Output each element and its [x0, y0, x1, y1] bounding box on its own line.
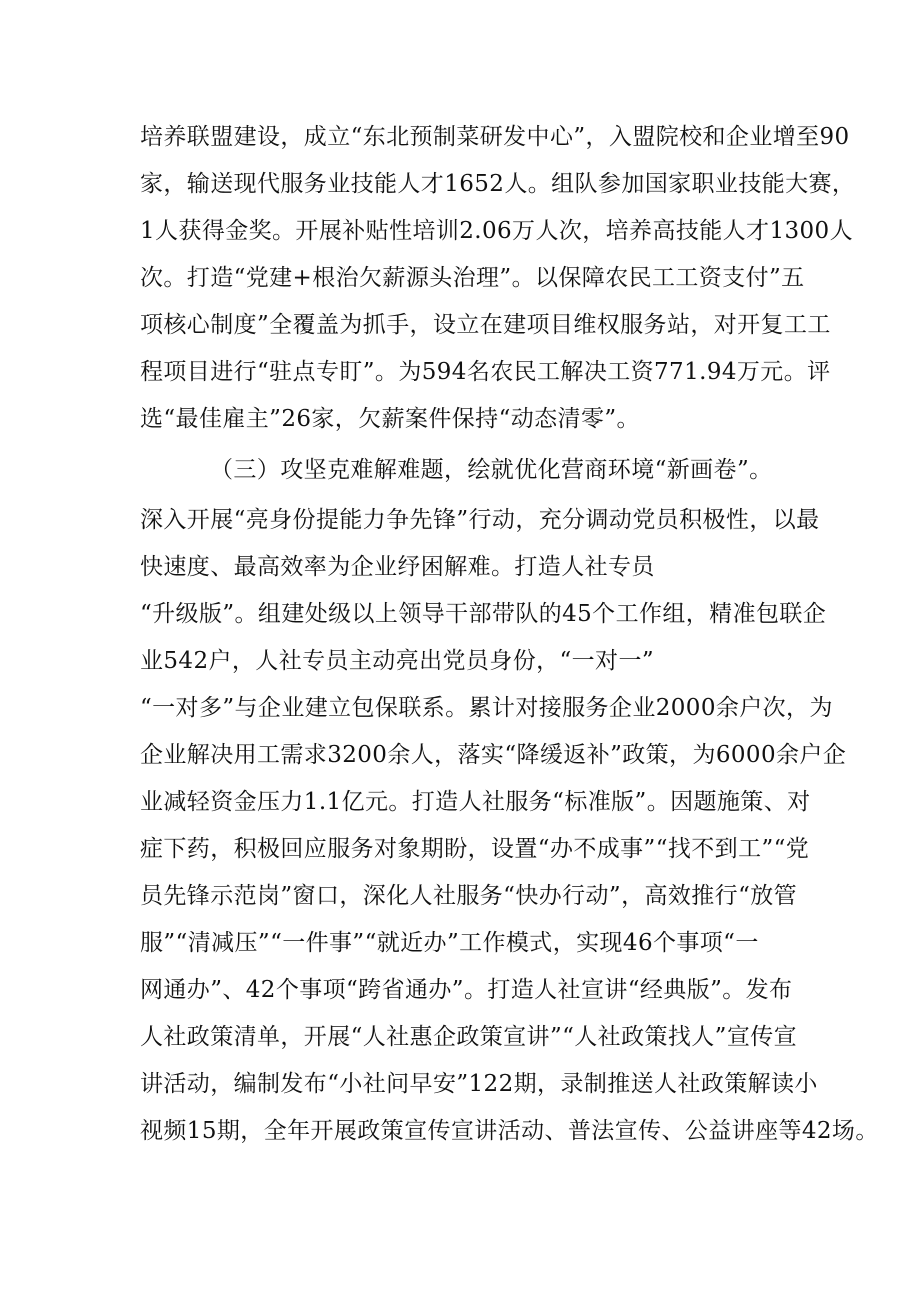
paragraph-line: 业542户，人社专员主动亮出党员身份，“一对一”	[140, 648, 655, 674]
paragraph-line: 员先锋示范岗”窗口，深化人社服务“快办行动”，高效推行“放管	[140, 883, 798, 909]
paragraph-line: “升级版”。组建处级以上领导干部带队的45个工作组，精准包联企	[140, 601, 827, 627]
paragraph-line: 企业解决用工需求3200余人，落实“降缓返补”政策，为6000余户企	[140, 742, 847, 768]
paragraph-line: 服”“清减压”“一件事”“就近办”工作模式，实现46个事项“一	[140, 930, 759, 956]
paragraph-line: 1人获得金奖。开展补贴性培训2.06万人次，培养高技能人才1300人	[140, 218, 853, 244]
paragraph-line: 培养联盟建设，成立“东北预制菜研发中心”，入盟院校和企业增至90	[140, 124, 850, 150]
paragraph-line: “一对多”与企业建立包保联系。累计对接服务企业2000余户次，为	[140, 695, 833, 721]
paragraph-line: 选“最佳雇主”26家，欠薪案件保持“动态清零”。	[140, 406, 640, 432]
paragraph-line: 人社政策清单，开展“人社惠企政策宣讲”“人社政策找人”宣传宣	[140, 1024, 798, 1050]
paragraph-line: 深入开展“亮身份提能力争先锋”行动，充分调动党员积极性，以最	[140, 507, 820, 533]
paragraph-line: 项核心制度”全覆盖为抓手，设立在建项目维权服务站，对开复工工	[140, 312, 831, 338]
paragraph-line: 次。打造“党建+根治欠薪源头治理”。以保障农民工工资支付”五	[140, 265, 805, 291]
paragraph-line: 快速度、最高效率为企业纾困解难。打造人社专员	[140, 554, 655, 580]
paragraph-line: 讲活动，编制发布“小社问早安”122期，录制推送人社政策解读小	[140, 1071, 818, 1097]
paragraph-line: 业减轻资金压力1.1亿元。打造人社服务“标准版”。因题施策、对	[140, 789, 811, 815]
section-heading: （三）攻坚克难解难题，绘就优化营商环境“新画卷”。	[210, 457, 773, 483]
paragraph-line: 网通办”、42个事项“跨省通办”。打造人社宣讲“经典版”。发布	[140, 977, 793, 1003]
paragraph-line: 症下药，积极回应服务对象期盼，设置“办不成事”“找不到工”“党	[140, 836, 810, 862]
paragraph-line: 视频15期，全年开展政策宣传宣讲活动、普法宣传、公益讲座等42场。	[140, 1118, 879, 1144]
paragraph-line: 程项目进行“驻点专盯”。为594名农民工解决工资771.94万元。评	[140, 359, 831, 385]
paragraph-line: 家，输送现代服务业技能人才1652人。组队参加国家职业技能大赛，	[140, 171, 856, 197]
